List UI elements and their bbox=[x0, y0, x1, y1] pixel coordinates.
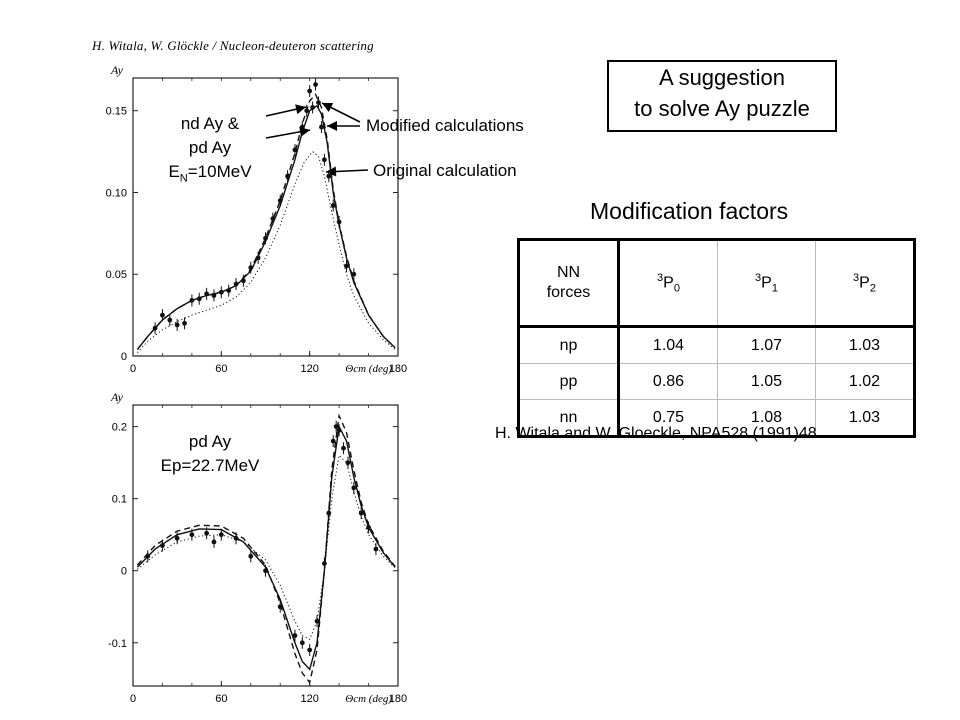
data-point bbox=[300, 640, 305, 645]
energy-symbol: E bbox=[168, 162, 180, 181]
table-row bbox=[519, 327, 915, 364]
table-cell: 1.08 bbox=[718, 400, 816, 437]
energy-value: =10MeV bbox=[187, 162, 252, 181]
data-point bbox=[351, 485, 356, 490]
x-tick-label: 60 bbox=[215, 693, 228, 705]
suggestion-line2: to solve Ay puzzle bbox=[634, 96, 810, 121]
plot2-label-line2: Ep=22.7MeV bbox=[160, 456, 260, 475]
data-point bbox=[263, 568, 268, 573]
energy-subscript: N bbox=[179, 172, 188, 185]
y-tick-label: 0 bbox=[120, 351, 127, 363]
x-axis-label: Θcm (deg) bbox=[345, 363, 392, 375]
data-point bbox=[331, 439, 336, 444]
table-row bbox=[519, 364, 915, 400]
table-cell: 1.04 bbox=[619, 327, 718, 364]
x-tick-label: 0 bbox=[129, 693, 137, 705]
y-axis-label: Ay bbox=[111, 63, 123, 77]
header-3p1: $^3P_1$ bbox=[718, 240, 816, 327]
plot1-label bbox=[160, 112, 260, 190]
data-point bbox=[359, 511, 364, 516]
data-point bbox=[374, 547, 379, 552]
data-point bbox=[326, 511, 331, 516]
y-axis-label: Ay bbox=[111, 390, 123, 404]
x-axis-label: Θcm (deg) bbox=[345, 693, 392, 705]
y-tick-label: 0.15 bbox=[105, 105, 127, 118]
plot2-label-line1: pd Ay bbox=[188, 432, 232, 451]
citation: H. Witala and W. Gloeckle, NPA528 (1991)48 bbox=[495, 425, 817, 442]
table-cell: 0.86 bbox=[619, 364, 718, 400]
row-label-pp: pp bbox=[519, 364, 619, 400]
header-forces: forces bbox=[546, 284, 591, 301]
plot1-label-line3 bbox=[160, 160, 260, 190]
data-point bbox=[278, 604, 283, 609]
y-tick-label: 0 bbox=[120, 565, 127, 578]
x-tick-label: 120 bbox=[300, 693, 319, 705]
data-point bbox=[175, 536, 180, 541]
modification-factors-table bbox=[517, 238, 916, 438]
journal-header: H. Witala, W. Glöckle / Nucleon-deuteron scattering bbox=[92, 38, 374, 53]
data-point bbox=[293, 633, 298, 638]
data-point bbox=[248, 554, 253, 559]
y-tick-label: 0.2 bbox=[111, 421, 127, 434]
data-point bbox=[160, 543, 165, 548]
plot1-label-line1: nd Ay & bbox=[180, 114, 240, 133]
x-tick-label: 180 bbox=[388, 693, 408, 705]
table-cell: 1.07 bbox=[718, 327, 816, 364]
modification-factors-title: Modification factors bbox=[590, 198, 789, 224]
data-point bbox=[189, 532, 194, 537]
y-tick-label: 0.1 bbox=[111, 493, 127, 506]
table-cell: 0.75 bbox=[619, 400, 718, 437]
data-point bbox=[219, 532, 224, 537]
x-tick-label: 60 bbox=[215, 363, 228, 375]
data-point bbox=[204, 531, 209, 536]
header-3p0: $^3P_0$ bbox=[619, 240, 718, 327]
header-3p2: $^3P_2$ bbox=[816, 240, 915, 327]
row-label-nn: nn bbox=[519, 400, 619, 437]
y-tick-label: 0.05 bbox=[105, 269, 127, 282]
plot2-label bbox=[150, 430, 270, 478]
table-cell: 1.03 bbox=[816, 327, 915, 364]
data-point bbox=[307, 648, 312, 653]
data-point bbox=[346, 460, 351, 465]
y-tick-label: -0.1 bbox=[108, 637, 127, 650]
original-calculation-label: Original calculation bbox=[373, 161, 517, 180]
modified-calculations-label: Modified calculations bbox=[366, 116, 524, 135]
data-point bbox=[315, 619, 320, 624]
data-point bbox=[212, 539, 217, 544]
suggestion-line1: A suggestion bbox=[659, 65, 785, 90]
data-point bbox=[145, 554, 150, 559]
data-point bbox=[234, 536, 239, 541]
row-label-np: np bbox=[519, 327, 619, 364]
x-tick-label: 180 bbox=[388, 363, 408, 375]
data-point bbox=[322, 561, 327, 566]
data-point bbox=[341, 446, 346, 451]
y-tick-label: 0.10 bbox=[105, 187, 127, 200]
data-point bbox=[337, 428, 342, 433]
table-cell: 1.03 bbox=[816, 400, 915, 437]
header-nn-forces bbox=[519, 240, 619, 327]
data-point bbox=[366, 525, 371, 530]
plot1-label-line2: pd Ay bbox=[188, 138, 232, 157]
table-header-row bbox=[519, 240, 915, 327]
x-tick-label: 120 bbox=[300, 363, 319, 375]
table-cell: 1.05 bbox=[718, 364, 816, 400]
x-tick-label: 0 bbox=[129, 363, 137, 375]
table-cell: 1.02 bbox=[816, 364, 915, 400]
header-nn: NN bbox=[556, 264, 581, 281]
suggestion-box bbox=[607, 60, 837, 132]
